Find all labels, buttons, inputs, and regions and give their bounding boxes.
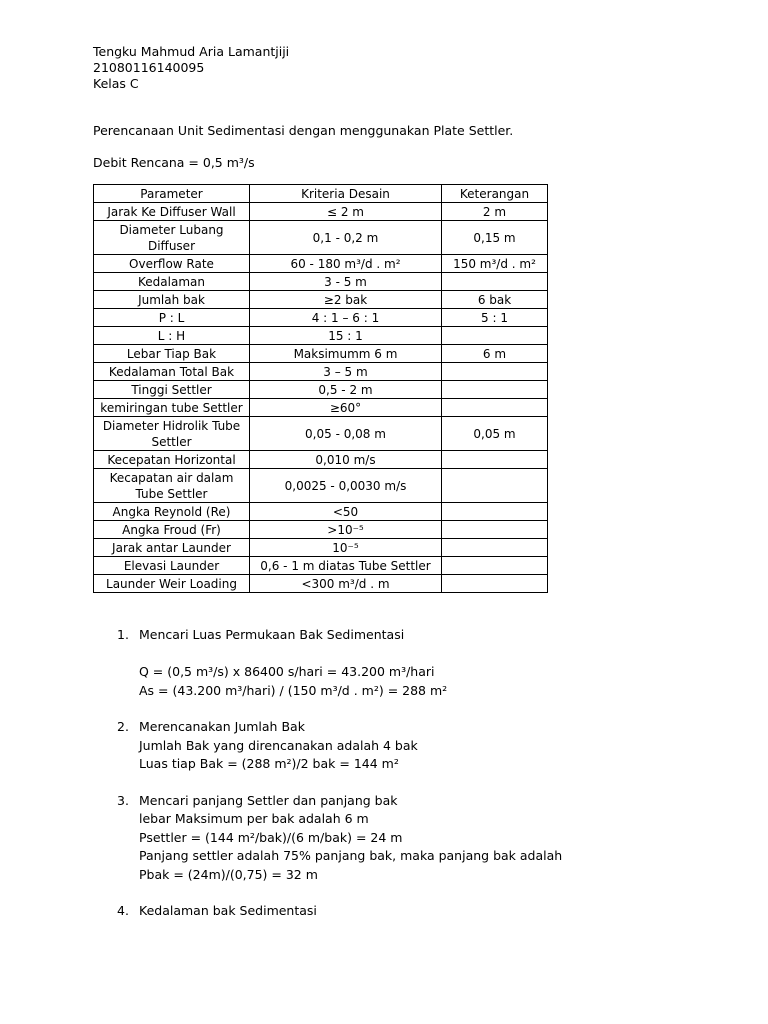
note-cell: 6 m bbox=[442, 345, 548, 363]
step-line: Jumlah Bak yang direncanakan adalah 4 bak bbox=[139, 737, 418, 753]
criteria-cell: 0,6 - 1 m diatas Tube Settler bbox=[250, 557, 442, 575]
parameter-cell: kemiringan tube Settler bbox=[94, 399, 250, 417]
document-title: Perencanaan Unit Sedimentasi dengan menggunakan Plate Settler. bbox=[93, 123, 514, 138]
table-row bbox=[94, 363, 548, 381]
note-cell: 5 : 1 bbox=[442, 309, 548, 327]
table-row bbox=[94, 399, 548, 417]
table-header-row bbox=[94, 185, 548, 203]
criteria-cell: 0,5 - 2 m bbox=[250, 381, 442, 399]
header-cell: Parameter bbox=[94, 185, 250, 203]
header-cell: Keterangan bbox=[442, 185, 548, 203]
parameter-cell: Kecepatan Horizontal bbox=[94, 451, 250, 469]
criteria-cell: ≥60° bbox=[250, 399, 442, 417]
table-row bbox=[94, 575, 548, 593]
note-cell bbox=[442, 273, 548, 291]
parameter-cell: P : L bbox=[94, 309, 250, 327]
parameter-cell: Kedalaman Total Bak bbox=[94, 363, 250, 381]
parameter-cell: Tinggi Settler bbox=[94, 381, 250, 399]
criteria-cell: 3 – 5 m bbox=[250, 363, 442, 381]
criteria-cell: ≥2 bak bbox=[250, 291, 442, 309]
note-cell: 0,05 m bbox=[442, 417, 548, 451]
class-label: Kelas C bbox=[93, 76, 139, 91]
note-cell bbox=[442, 575, 548, 593]
step-item bbox=[117, 626, 717, 700]
step-line bbox=[139, 645, 717, 664]
step-line: Pbak = (24m)/(0,75) = 32 m bbox=[139, 866, 318, 882]
calculation-steps bbox=[117, 626, 717, 921]
author-name: Tengku Mahmud Aria Lamantjiji bbox=[93, 44, 290, 59]
step-line: Luas tiap Bak = (288 m²)/2 bak = 144 m² bbox=[139, 756, 399, 771]
note-cell bbox=[442, 381, 548, 399]
criteria-cell: 0,0025 - 0,0030 m/s bbox=[250, 469, 442, 503]
step-number: 3. bbox=[117, 792, 129, 808]
table-row bbox=[94, 521, 548, 539]
table-row bbox=[94, 451, 548, 469]
criteria-cell: >10⁻⁵ bbox=[250, 521, 442, 539]
parameter-cell: Angka Froud (Fr) bbox=[94, 521, 250, 539]
step-number: 1. bbox=[117, 627, 129, 642]
parameter-cell: Jumlah bak bbox=[94, 291, 250, 309]
criteria-cell: 10⁻⁵ bbox=[250, 539, 442, 557]
parameter-cell: Jarak antar Launder bbox=[94, 539, 250, 557]
criteria-cell: 0,010 m/s bbox=[250, 451, 442, 469]
note-cell: 2 m bbox=[442, 203, 548, 221]
note-cell: 6 bak bbox=[442, 291, 548, 309]
parameter-cell: L : H bbox=[94, 327, 250, 345]
design-discharge: Debit Rencana = 0,5 m³/s bbox=[93, 155, 255, 170]
note-cell bbox=[442, 327, 548, 345]
criteria-cell: <300 m³/d . m bbox=[250, 575, 442, 593]
step-line: Mencari Luas Permukaan Bak Sedimentasi bbox=[139, 627, 405, 642]
parameter-cell: Launder Weir Loading bbox=[94, 575, 250, 593]
criteria-cell: ≤ 2 m bbox=[250, 203, 442, 221]
criteria-cell: <50 bbox=[250, 503, 442, 521]
table-row bbox=[94, 221, 548, 255]
step-line: Merencanakan Jumlah Bak bbox=[139, 719, 305, 734]
header-cell: Kriteria Desain bbox=[250, 185, 442, 203]
step-line: As = (43.200 m³/hari) / (150 m³/d . m²) = 288 m² bbox=[139, 682, 448, 698]
table-row bbox=[94, 345, 548, 363]
table-row bbox=[94, 417, 548, 451]
criteria-cell: 0,05 - 0,08 m bbox=[250, 417, 442, 451]
design-criteria-table bbox=[93, 184, 548, 593]
table-row bbox=[94, 291, 548, 309]
table-row bbox=[94, 539, 548, 557]
step-line: Panjang settler adalah 75% panjang bak, maka panjang bak adalah bbox=[139, 848, 563, 863]
parameter-cell: Angka Reynold (Re) bbox=[94, 503, 250, 521]
note-cell bbox=[442, 399, 548, 417]
table-row bbox=[94, 273, 548, 291]
step-number: 4. bbox=[117, 903, 129, 918]
parameter-cell: Kecapatan air dalam Tube Settler bbox=[94, 469, 250, 503]
table-row bbox=[94, 469, 548, 503]
parameter-cell: Jarak Ke Diffuser Wall bbox=[94, 203, 250, 221]
step-item bbox=[117, 792, 717, 885]
note-cell bbox=[442, 503, 548, 521]
criteria-cell: 4 : 1 – 6 : 1 bbox=[250, 309, 442, 327]
note-cell bbox=[442, 469, 548, 503]
step-line: Psettler = (144 m²/bak)/(6 m/bak) = 24 m bbox=[139, 829, 403, 845]
table-row bbox=[94, 327, 548, 345]
parameter-cell: Diameter Lubang Diffuser bbox=[94, 221, 250, 255]
step-line: Mencari panjang Settler dan panjang bak bbox=[139, 792, 398, 808]
note-cell bbox=[442, 451, 548, 469]
note-cell bbox=[442, 557, 548, 575]
step-line: Kedalaman bak Sedimentasi bbox=[139, 903, 317, 918]
parameter-cell: Overflow Rate bbox=[94, 255, 250, 273]
table-row bbox=[94, 255, 548, 273]
table-row bbox=[94, 203, 548, 221]
step-line: Q = (0,5 m³/s) x 86400 s/hari = 43.200 m³/hari bbox=[139, 664, 435, 679]
table-row bbox=[94, 557, 548, 575]
table-row bbox=[94, 503, 548, 521]
note-cell bbox=[442, 363, 548, 381]
step-item bbox=[117, 718, 717, 774]
table-row bbox=[94, 381, 548, 399]
parameter-cell: Elevasi Launder bbox=[94, 557, 250, 575]
parameter-cell: Lebar Tiap Bak bbox=[94, 345, 250, 363]
criteria-cell: 15 : 1 bbox=[250, 327, 442, 345]
criteria-cell: Maksimumm 6 m bbox=[250, 345, 442, 363]
parameter-cell: Diameter Hidrolik Tube Settler bbox=[94, 417, 250, 451]
note-cell bbox=[442, 521, 548, 539]
student-id: 21080116140095 bbox=[93, 60, 205, 75]
criteria-cell: 0,1 - 0,2 m bbox=[250, 221, 442, 255]
note-cell: 0,15 m bbox=[442, 221, 548, 255]
step-number: 2. bbox=[117, 719, 129, 734]
parameter-cell: Kedalaman bbox=[94, 273, 250, 291]
criteria-cell: 3 - 5 m bbox=[250, 273, 442, 291]
criteria-cell: 60 - 180 m³/d . m² bbox=[250, 255, 442, 273]
step-item bbox=[117, 902, 717, 921]
note-cell: 150 m³/d . m² bbox=[442, 255, 548, 273]
step-line: lebar Maksimum per bak adalah 6 m bbox=[139, 811, 369, 826]
note-cell bbox=[442, 539, 548, 557]
table-row bbox=[94, 309, 548, 327]
